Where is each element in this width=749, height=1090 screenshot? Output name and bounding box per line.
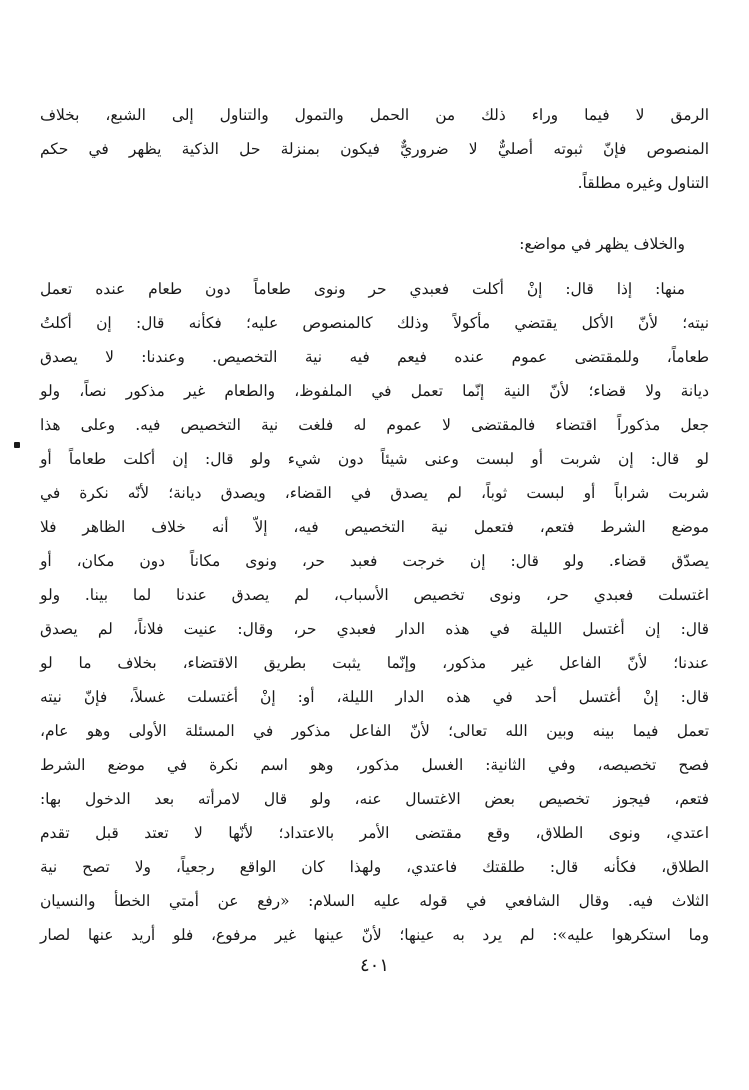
text-line: ديانة ولا قضاء؛ لأنّ النية إنّما تعمل في الملفوظ، والطعام غير مذكور نصاً، ولو [40,382,709,400]
text-line: موضع الشرط فتعم، فتعمل نية التخصيص فيه، إلاّ أنه خلاف الظاهر فلا [40,518,709,536]
text-line: فتعم، فيجوز تخصيص بعض الاغتسال عنه، ولو قال لامرأته بعد الدخول بها: [40,790,709,808]
text-line: الرمق لا فيما وراء ذلك من الحمل والتمول والتناول إلى الشبع، بخلاف [40,106,709,124]
text-line: الثلاث فيه. وقال الشافعي في قوله عليه السلام: «رفع عن أمتي الخطأ والنسيان [40,892,709,910]
text-line: يصدّق قضاء. ولو قال: إن خرجت فعبد حر، ونوى مكاناً دون مكان، أو [40,552,709,570]
page-number: ٤٠١ [359,955,389,976]
text-line: منها: إذا قال: إنْ أكلت فعبدي حر ونوى طعاماً دون طعام عنده تعمل [40,280,685,298]
text-line: التناول وغيره مطلقاً. [577,174,709,192]
paragraph-3 [40,272,709,952]
text-line: اغتسلت فعبدي حر، ونوى تخصيص الأسباب، لم يصدق عندنا لما بينا. ولو [40,586,709,604]
text-line: اعتدي، ونوى الطلاق، وقع مقتضى الأمر بالاعتداد؛ لأنّها لا تعتد قبل تقدم [40,824,709,842]
text-line: المنصوص فإنّ ثبوته أصليٌّ لا ضروريٌّ فيكون بمنزلة حل الذكية يظهر في حكم [40,140,709,158]
text-line: طعاماً، وللمقتضى عموم عنده فيعم فيه نية التخصيص. وعندنا: لا يصدق [40,348,709,366]
text-line: شربت شراباً أو لبست ثوباً، لم يصدق في القضاء، ويصدق ديانة؛ لأنّه نكرة في [40,484,709,502]
text-line: عندنا؛ لأنّ الفاعل غير مذكور، وإنّما يثبت بطريق الاقتضاء، بخلاف ما لو [40,654,709,672]
text-line: الطلاق، فكأنه قال: طلقتك فاعتدي، ولهذا كان الواقع رجعياً، ولا تصح نية [40,858,709,876]
paragraph-1 [40,98,709,200]
section-heading-line: والخلاف يظهر في مواضع: [519,235,685,253]
text-line: لو قال: إن شربت أو لبست وعنى شيئاً دون شيء ولو قال: إن أكلت طعاماً أو [40,450,709,468]
text-line: نيته؛ لأنّ الأكل يقتضي مأكولاً وذلك كالمنصوص عليه؛ فكأنه قال: إن أكلتُ [40,314,709,332]
text-line: وما استكرهوا عليه»: لم يرد به عينها؛ لأنّ عينها غير مرفوع، فلو أريد عنها لصار [40,926,709,944]
margin-mark [14,442,20,448]
text-line: فصح تخصيصه، وفي الثانية: الغسل مذكور، وهو اسم نكرة في موضع الشرط [40,756,709,774]
paragraph-2 [40,227,709,261]
text-line: قال: إنْ أغتسل أحد في هذه الدار الليلة، أو: إنْ أغتسلت غسلاً، فإنّ نيته [40,688,709,706]
text-line: تعمل فيما بينه وبين الله تعالى؛ لأنّ الفاعل مذكور في المسئلة الأولى وهو عام، [40,722,709,740]
text-line: قال: إن أغتسل الليلة في هذه الدار فعبدي حر، وقال: عنيت فلاناً، لم يصدق [40,620,709,638]
text-line: جعل مذكوراً اقتضاء فالمقتضى لا عموم له فلغت نية التخصيص فيه. وعلى هذا [40,416,709,434]
